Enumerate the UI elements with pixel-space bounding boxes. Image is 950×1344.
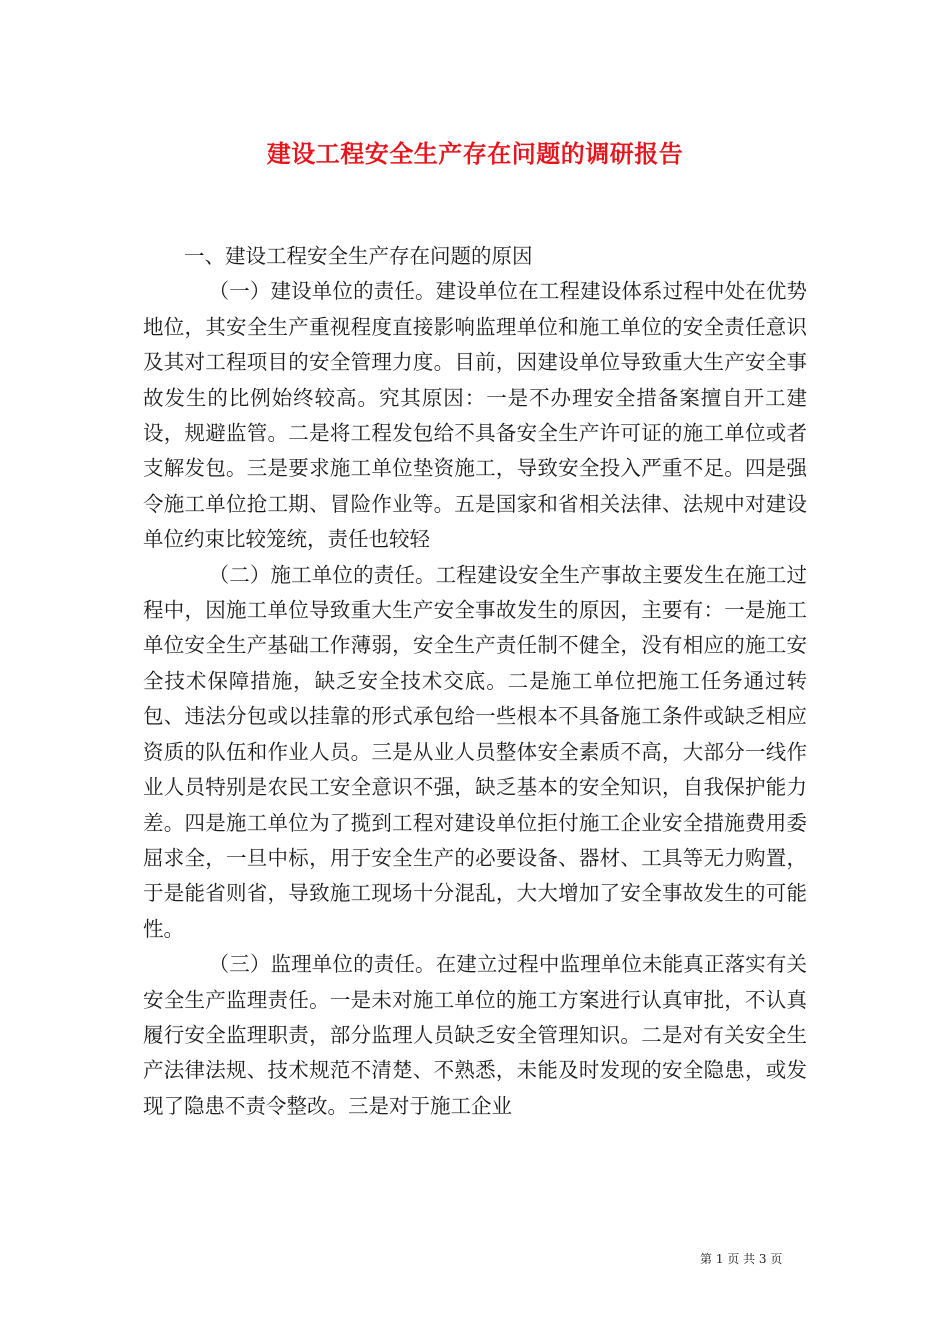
paragraph-supervisor: （三）监理单位的责任。在建立过程中监理单位未能真正落实有关安全生产监理责任。一是未对施工单位的施工方案进行认真审批，不认真履行安全监理职责，部分监理人员缺乏安全管理知识。二是对有关安全生产法律法规、技术规范不清楚、不熟悉，未能及时发现的安全隐患，或发现了隐患不责令整改。三是对于施工企业 — [143, 952, 807, 1118]
document-body — [143, 239, 807, 1124]
section-heading: 一、建设工程安全生产存在问题的原因 — [184, 244, 533, 268]
paragraph-contractor: （二）施工单位的责任。工程建设安全生产事故主要发生在施工过程中，因施工单位导致重大生产安全事故发生的原因，主要有：一是施工单位安全生产基础工作薄弱，安全生产责任制不健全，没有相应的施工安全技术保障措施，缺乏安全技术交底。二是施工单位把施工任务通过转包、违法分包或以挂靠的形式承包给一些根本不具备施工条件或缺乏相应资质的队伍和作业人员。三是从业人员整体安全素质不高，大部分一线作业人员特别是农民工安全意识不强，缺乏基本的安全知识，自我保护能力差。四是施工单位为了揽到工程对建设单位拒付施工企业安全措施费用委屈求全，一旦中标，用于安全生产的必要设备、器材、工具等无力购置，于是能省则省，导致施工现场十分混乱，大大增加了安全事故发生的可能性。 — [143, 562, 807, 941]
page-number-footer: 第 1 页 共 3 页 — [700, 1252, 783, 1266]
paragraph-construction-unit: （一）建设单位的责任。建设单位在工程建设体系过程中处在优势地位，其安全生产重视程度直接影响监理单位和施工单位的安全责任意识及其对工程项目的安全管理力度。目前，因建设单位导致重大生产安全事故发生的比例始终较高。究其原因：一是不办理安全措备案擅自开工建设，规避监管。二是将工程发包给不具备安全生产许可证的施工单位或者支解发包。三是要求施工单位垫资施工，导致安全投入严重不足。四是强令施工单位抢工期、冒险作业等。五是国家和省相关法律、法规中对建设单位约束比较笼统，责任也较轻 — [143, 279, 807, 552]
document-title: 建设工程安全生产存在问题的调研报告 — [266, 139, 684, 168]
